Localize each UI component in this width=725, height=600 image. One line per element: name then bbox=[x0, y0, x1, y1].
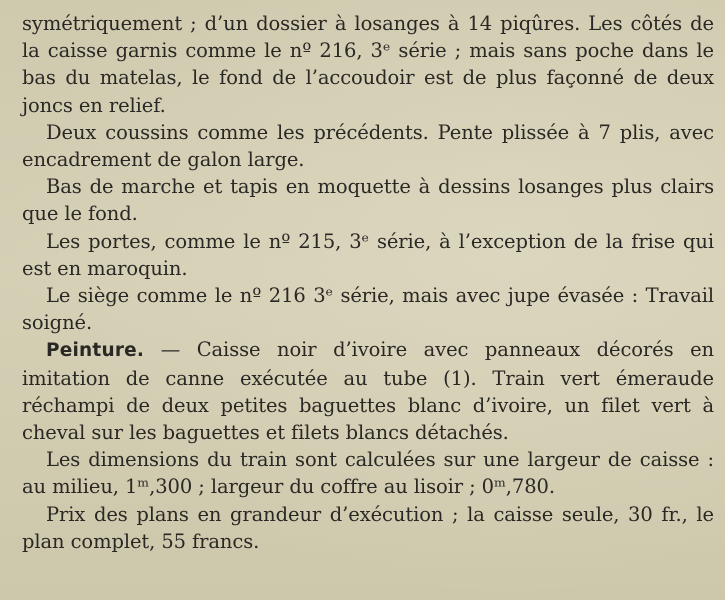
paragraph-painting bbox=[22, 336, 714, 446]
paragraph-painting-text: — Caisse noir d’ivoire avec panneaux décorés en imitation de canne exécutée au tube (1). Train vert émeraude réchampi de deux petites baguettes blanc d’ivoire, un filet vert à cheval sur les baguettes et filets blancs détachés. bbox=[22, 338, 714, 445]
paragraph-dimensions: Les dimensions du train sont calculées sur une largeur de caisse : au milieu, 1ᵐ,300 ; largeur du coffre au lisoir ; 0ᵐ,780. bbox=[22, 448, 714, 499]
paragraph-cushions: Deux coussins comme les précédents. Pente plissée à 7 plis, avec encadrement de galon large. bbox=[22, 120, 714, 172]
section-heading-peinture: Peinture. bbox=[46, 340, 145, 362]
body-text bbox=[22, 10, 714, 555]
paragraph-prices: Prix des plans en grandeur d’exécution ; la caisse seule, 30 fr., le plan complet, 55 francs. bbox=[22, 502, 714, 553]
paragraph-doors: Les portes, comme le nº 215, 3ᵉ série, à l’exception de la frise qui est en maroquin. bbox=[22, 229, 714, 280]
paragraph-seat: Le siège comme le nº 216 3ᵉ série, mais avec jupe évasée : Travail soigné. bbox=[22, 284, 714, 335]
paragraph-upholstery-continued: symétriquement ; d’un dossier à losanges à 14 piqûres. Les côtés de la caisse garnis comme le nº 216, 3ᵉ série ; mais sans poche dans le bas du matelas, le fond de l’accoudoir est de plus façonné de deux joncs en relief. bbox=[22, 12, 714, 117]
paragraph-carpet: Bas de marche et tapis en moquette à dessins losanges plus clairs que le fond. bbox=[22, 175, 714, 226]
